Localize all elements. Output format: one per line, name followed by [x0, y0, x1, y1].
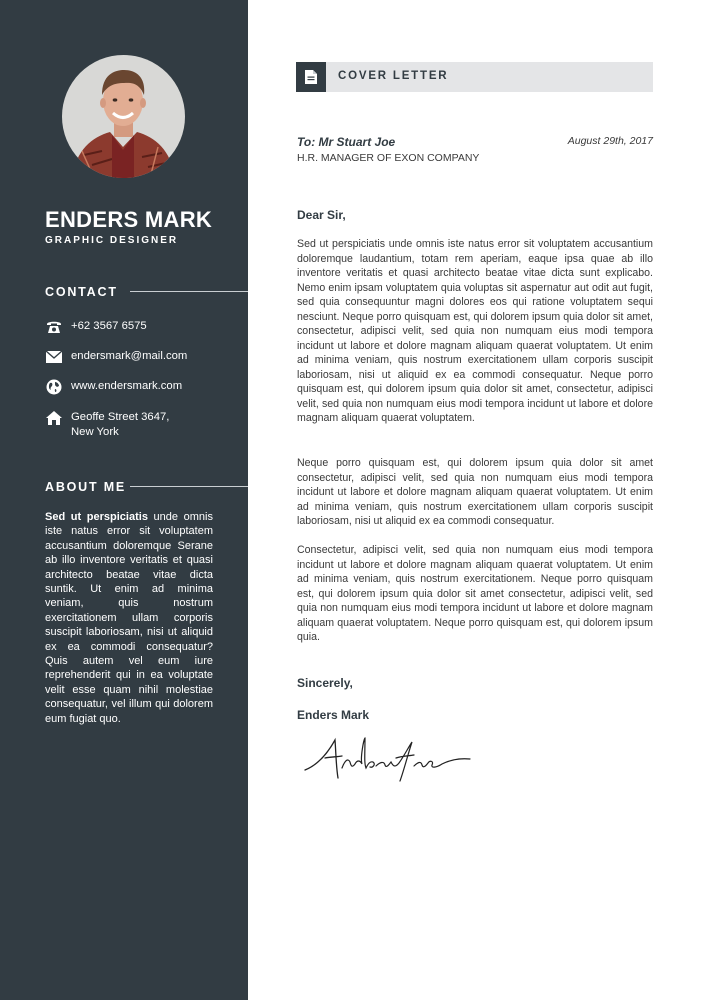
home-icon [45, 410, 62, 425]
paragraph-3: Consectetur, adipisci velit, sed quia non numquam eius modi tempora incidunt ut labore et dolore magnam aliquam quaerat voluptatem. Ut enim ad minima veniam, quis nostrum exercitationem. Neque porro quisquam est, qui dolorem ipsum quia dolor sit amet consectetur, adipisci velit, sed quia non numquam eius modi tempora incidunt ut labore et dolore magnam aliquam quaerat voluptatem. Neque porro quisquam est, qui dolorem ipsum quia. [297, 544, 653, 643]
profile-role: GRAPHIC DESIGNER [45, 235, 179, 246]
about-divider [130, 486, 248, 487]
document-icon [296, 62, 326, 92]
avatar [62, 55, 185, 178]
about-lead: Sed ut perspiciatis [45, 511, 148, 523]
address-line-2: New York [71, 426, 119, 438]
signer-name: Enders Mark [297, 708, 370, 722]
paragraph-1: Sed ut perspiciatis unde omnis iste natus error sit voluptatem accusantium doloremque laudantium, totam rem aperiam, eaque ipsa quae ab illo inventore veritatis et quasi architecto beatae vitae dicta sunt explicabo. Nemo enim ipsam voluptatem quia voluptas sit aspernatur aut odit aut fugit, sed quia consequuntur magni dolores eos qui ratione voluptatem sequi nesciunt. Neque porro quisquam est, qui dolorem ipsum quia dolor sit amet, consectetur, adipisci velit, sed quia non numquam eius modi tempora incidunt ut labore et dolore magnam aliquam quaerat voluptatem. Ut enim ad minima veniam, quis nostrum exercitationem ullam corporis suscipit laboriosam, nisi ut aliquid ex ea commodi consequatur. Neque porro quisquam est, qui dolorem ipsum quia dolor sit amet, consectetur, adipisci velit, sed quia non numquam eius modi tempora incidunt ut labore et dolore magnam aliquam quaerat voluptatem. [297, 238, 653, 424]
mail-icon [45, 349, 62, 364]
contact-email[interactable] [45, 349, 187, 364]
paragraph-2: Neque porro quisquam est, qui dolorem ipsum quia dolor sit amet consectetur, adipisci velit, sed quia non numquam eius modi tempora incidunt ut labore et dolore magnam aliquam quaerat voluptatem. Ut enim ad minima veniam, quis nostrum exercitationem ullam corporis suscipit laboriosam, nisi ut aliquid ex ea commodi consequatur. [297, 457, 653, 527]
sidebar [0, 0, 248, 1000]
email-text: endersmark@mail.com [71, 350, 188, 362]
globe-icon [45, 379, 62, 394]
contact-website[interactable] [45, 379, 182, 394]
about-text [45, 510, 213, 726]
letter-date: August 29th, 2017 [567, 135, 653, 147]
cover-letter-title: COVER LETTER [338, 70, 449, 82]
signature [300, 728, 475, 788]
about-heading: ABOUT ME [45, 480, 127, 494]
phone-text: +62 3567 6575 [71, 320, 147, 332]
contact-divider [130, 291, 248, 292]
closing: Sincerely, [297, 676, 353, 690]
profile-name: ENDERS MARK [45, 207, 213, 232]
contact-address [45, 410, 169, 440]
contact-phone[interactable] [45, 319, 147, 334]
recipient-company: H.R. MANAGER OF EXON COMPANY [297, 152, 480, 164]
address-line-1: Geoffe Street 3647, [71, 411, 170, 423]
recipient: To: Mr Stuart Joe [297, 135, 396, 149]
about-body: unde omnis iste natus error sit voluptatem accusantium doloremque Serane ab illo inventore veritatis et quasi architecto beatae vitae dicta suntik. Ut enim ad minima veniam, quis nostrum exercitationem ullam corporis suscipit laboriosam, nisi ut aliquid ex ea commodi consequatur? Quis autem vel eum iure reprehenderit qui in ea voluptate velit esse quam nihil molestiae consequatur, vel illum qui dolorem eum fugiat quo. [45, 511, 213, 725]
salutation: Dear Sir, [297, 208, 346, 222]
contact-heading: CONTACT [45, 285, 118, 299]
phone-icon [45, 319, 62, 334]
website-text: www.endersmark.com [71, 380, 183, 392]
